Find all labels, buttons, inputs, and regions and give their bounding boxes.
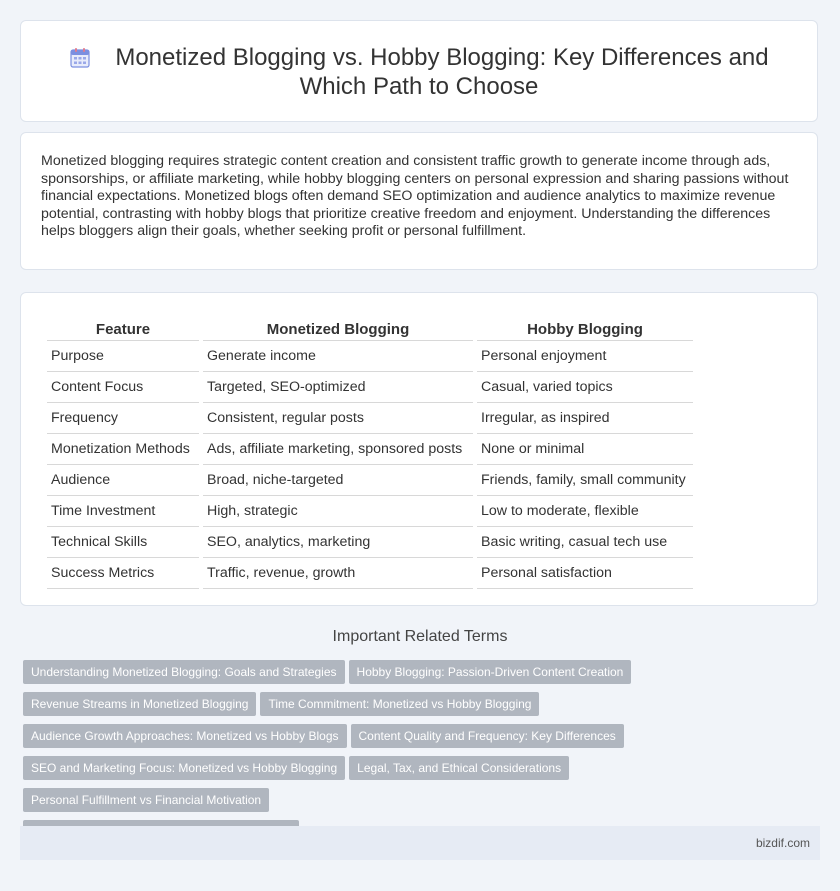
summary-text: Monetized blogging requires strategic content creation and consistent traffic growth to generate income through ads, sponsorships, or affiliate marketing, while hobby blogging centers on personal expression and sharing passions without financial expectations. Monetized blogs often demand SEO optimization and audience analytics to maximize revenue potential, contrasting with hobby blogs that prioritize creative freedom and enjoyment. Understanding the differences helps bloggers align their goals, whether seeking profit or personal fulfillment. [41, 153, 789, 239]
cell-hobby: Friends, family, small community [477, 465, 693, 496]
cell-hobby: Low to moderate, flexible [477, 496, 693, 527]
cell-hobby: Personal satisfaction [477, 558, 693, 589]
cell-hobby: Personal enjoyment [477, 341, 693, 372]
cell-monetized: Consistent, regular posts [203, 403, 473, 434]
cell-hobby: None or minimal [477, 434, 693, 465]
related-term-tag[interactable]: Hobby Blogging: Passion-Driven Content Creation [349, 660, 632, 684]
related-term-tag[interactable]: Content Quality and Frequency: Key Differences [351, 724, 624, 748]
related-term-tag[interactable]: Understanding Monetized Blogging: Goals and Strategies [23, 660, 345, 684]
cell-monetized: Traffic, revenue, growth [203, 558, 473, 589]
related-term-tag[interactable]: Revenue Streams in Monetized Blogging [23, 692, 256, 716]
cell-hobby: Casual, varied topics [477, 372, 693, 403]
table-row [47, 341, 693, 372]
cell-monetized: Broad, niche-targeted [203, 465, 473, 496]
header-hobby: Hobby Blogging [477, 315, 693, 341]
table-row [47, 496, 693, 527]
cell-feature: Monetization Methods [47, 434, 199, 465]
related-term-tag[interactable]: Audience Growth Approaches: Monetized vs Hobby Blogs [23, 724, 347, 748]
cell-hobby: Basic writing, casual tech use [477, 527, 693, 558]
related-term-tag[interactable]: Legal, Tax, and Ethical Considerations [349, 756, 569, 780]
page-title [21, 43, 817, 101]
table-row [47, 558, 693, 589]
cell-feature: Content Focus [47, 372, 199, 403]
cell-monetized: Generate income [203, 341, 473, 372]
calendar-icon [69, 47, 91, 69]
comparison-card [20, 292, 818, 606]
related-term-tag[interactable]: Personal Fulfillment vs Financial Motivation [23, 788, 269, 812]
cell-feature: Success Metrics [47, 558, 199, 589]
cell-hobby: Irregular, as inspired [477, 403, 693, 434]
table-row [47, 465, 693, 496]
cell-monetized: High, strategic [203, 496, 473, 527]
cell-feature: Frequency [47, 403, 199, 434]
table-header-row [47, 315, 693, 341]
related-terms-list [23, 660, 823, 852]
cell-feature: Time Investment [47, 496, 199, 527]
header-card [20, 20, 818, 122]
cell-monetized: Ads, affiliate marketing, sponsored posts [203, 434, 473, 465]
table-row [47, 434, 693, 465]
header-feature: Feature [47, 315, 199, 341]
related-terms-heading: Important Related Terms [332, 628, 508, 645]
title-line-1: Monetized Blogging vs. Hobby Blogging: Key Differences and [115, 44, 769, 71]
cell-feature: Technical Skills [47, 527, 199, 558]
title-line-2: Which Path to Choose [299, 73, 539, 100]
cell-monetized: SEO, analytics, marketing [203, 527, 473, 558]
footer [20, 826, 820, 860]
related-term-tag[interactable]: Time Commitment: Monetized vs Hobby Blogging [260, 692, 539, 716]
table-row [47, 527, 693, 558]
table-row [47, 372, 693, 403]
comparison-table [43, 315, 697, 589]
footer-site-link[interactable]: bizdif.com [755, 836, 810, 850]
cell-monetized: Targeted, SEO-optimized [203, 372, 473, 403]
summary-card [20, 132, 818, 270]
cell-feature: Audience [47, 465, 199, 496]
cell-feature: Purpose [47, 341, 199, 372]
header-monetized: Monetized Blogging [203, 315, 473, 341]
table-row [47, 403, 693, 434]
related-term-tag[interactable]: SEO and Marketing Focus: Monetized vs Hobby Blogging [23, 756, 345, 780]
